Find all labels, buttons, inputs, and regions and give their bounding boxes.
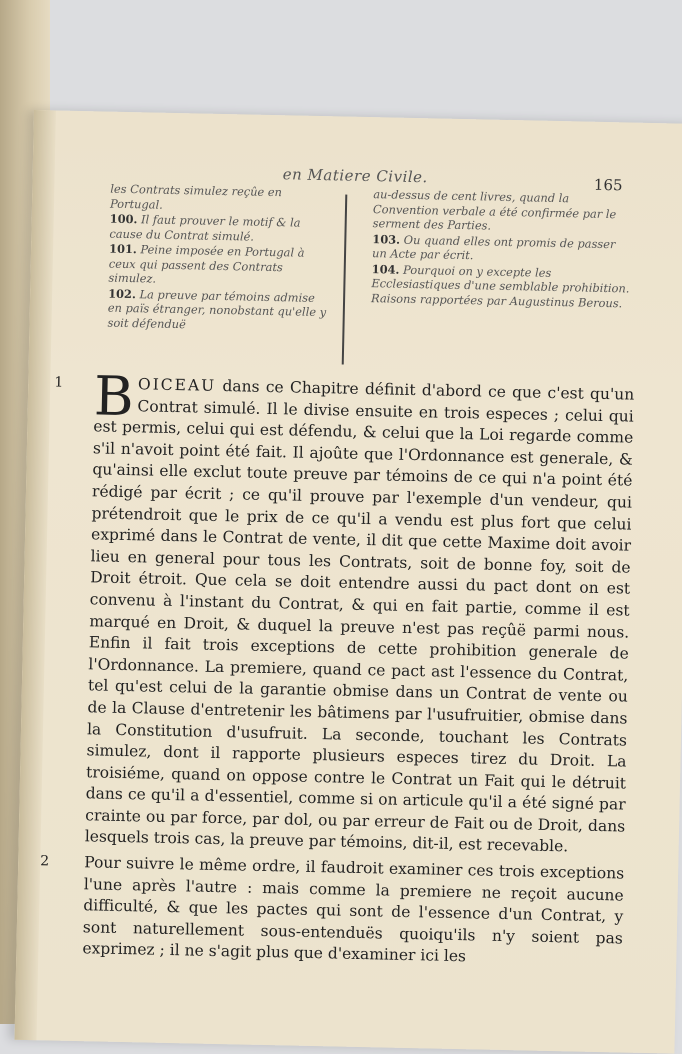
- summary-item: [371, 262, 632, 311]
- summary-item: [108, 242, 331, 290]
- drop-cap: B: [94, 376, 135, 417]
- paragraph-number: 1: [54, 372, 63, 394]
- paragraph-number: 2: [40, 851, 49, 873]
- paragraph-1: [85, 373, 635, 859]
- summary-item: [109, 212, 332, 246]
- page-number: 165: [594, 176, 623, 195]
- summary-item-number: 100.: [110, 212, 138, 227]
- summary-item-text: Ou quand elles ont promis de passer un Acte par écrit.: [372, 232, 616, 262]
- paragraph-2: [82, 852, 624, 971]
- summary-item-number: 101.: [109, 242, 137, 257]
- opening-word: OICEAU: [138, 375, 217, 395]
- paragraph-text: Pour suivre le même ordre, il faudroit examiner ces trois exceptions l'une après l'autre : mais comme la premiere ne reçoit aucune difficulté, & que les pactes qui sont de l'essence d'un Contrat, y sont naturellement sous-entenduës quoiqu'ils n'y soient pas exprimez ; il ne s'agit plus que d'examiner ici les: [82, 853, 624, 965]
- summary-item-text: les Contrats simulez reçûe en Portugal.: [110, 182, 282, 212]
- summary-item: [372, 232, 633, 266]
- chapter-summary: [95, 181, 634, 372]
- summary-item: [107, 286, 330, 334]
- summary-item-text: Pourquoi on y excepte les Ecclesiastiques d'une semblable prohibition. Raisons rapportées par Augustinus Berous.: [371, 262, 630, 310]
- summary-item-number: 102.: [108, 286, 136, 301]
- summary-item-text: Il faut prouver le motif & la cause du Contrat simulé.: [109, 212, 300, 243]
- summary-left-column: [107, 182, 332, 336]
- summary-item-text: Peine imposée en Portugal à ceux qui passent des Contrats simulez.: [108, 242, 304, 285]
- column-divider: [342, 195, 348, 365]
- summary-item: [373, 187, 634, 236]
- main-text: [82, 373, 634, 971]
- book-page: [15, 110, 682, 1054]
- summary-item-text: La preuve par témoins admise en païs étranger, nonobstant qu'elle y soit défenduë: [107, 287, 326, 331]
- running-title: en Matiere Civile.: [283, 165, 428, 186]
- summary-item-number: 103.: [372, 232, 400, 247]
- summary-item-text: au-dessus de cent livres, quand la Convention verbale a été confirmée par le serment des Parties.: [373, 187, 617, 232]
- summary-right-column: [371, 187, 633, 311]
- paragraph-text: dans ce Chapitre définit d'abord ce que c'est qu'un Contrat simulé. Il le divise ensuite en trois especes ; celui qui est permis, celui qui est défendu, & celui que la Loi regarde comme s'il n'avoit point été fait. Il ajoûte que l'Ordonnance est generale, & qu'ainsi elle exclut toute preuve par témoins de ce qui n'a point été rédigé par écrit ; ce qu'il prouve par l'exemple d'un vendeur, qui prétendroit que le prix de ce qu'il a vendu est plus fort que celui exprimé dans le Contrat de vente, il dit que cette Maxime doit avoir lieu en general pour tous les Contrats, soit de bonne foy, soit de Droit étroit. Que cela se doit entendre aussi du pact dont on est convenu à l'instant du Contrat, & qui en fait partie, comme il est marqué en Droit, & duquel la preuve n'est pas reçûë parmi nous. Enfin il fait trois exceptions de cette prohibition generale de l'Ordonnance. La premiere, quand ce pact ast l'essence du Contrat, tel qu'est celui de la garantie obmise dans un Contrat de vente ou de la Clause d'entretenir les bâtimens par l'usufruitier, obmise dans la Constitution d'usufruit. La seconde, touchant les Contrats simulez, dont il rapporte plusieurs especes tirez du Droit. La troisiéme, quand on oppose contre le Contrat un Fait qui le détruit dans ce qu'il a d'essentiel, comme si on articule qu'il a été signé par crainte ou par force, par dol, ou par erreur de Fait ou de Droit, dans lesquels trois cas, la preuve par témoins, dit-il, est recevable.: [85, 377, 635, 856]
- summary-item: [110, 182, 333, 216]
- summary-item-number: 104.: [372, 262, 400, 277]
